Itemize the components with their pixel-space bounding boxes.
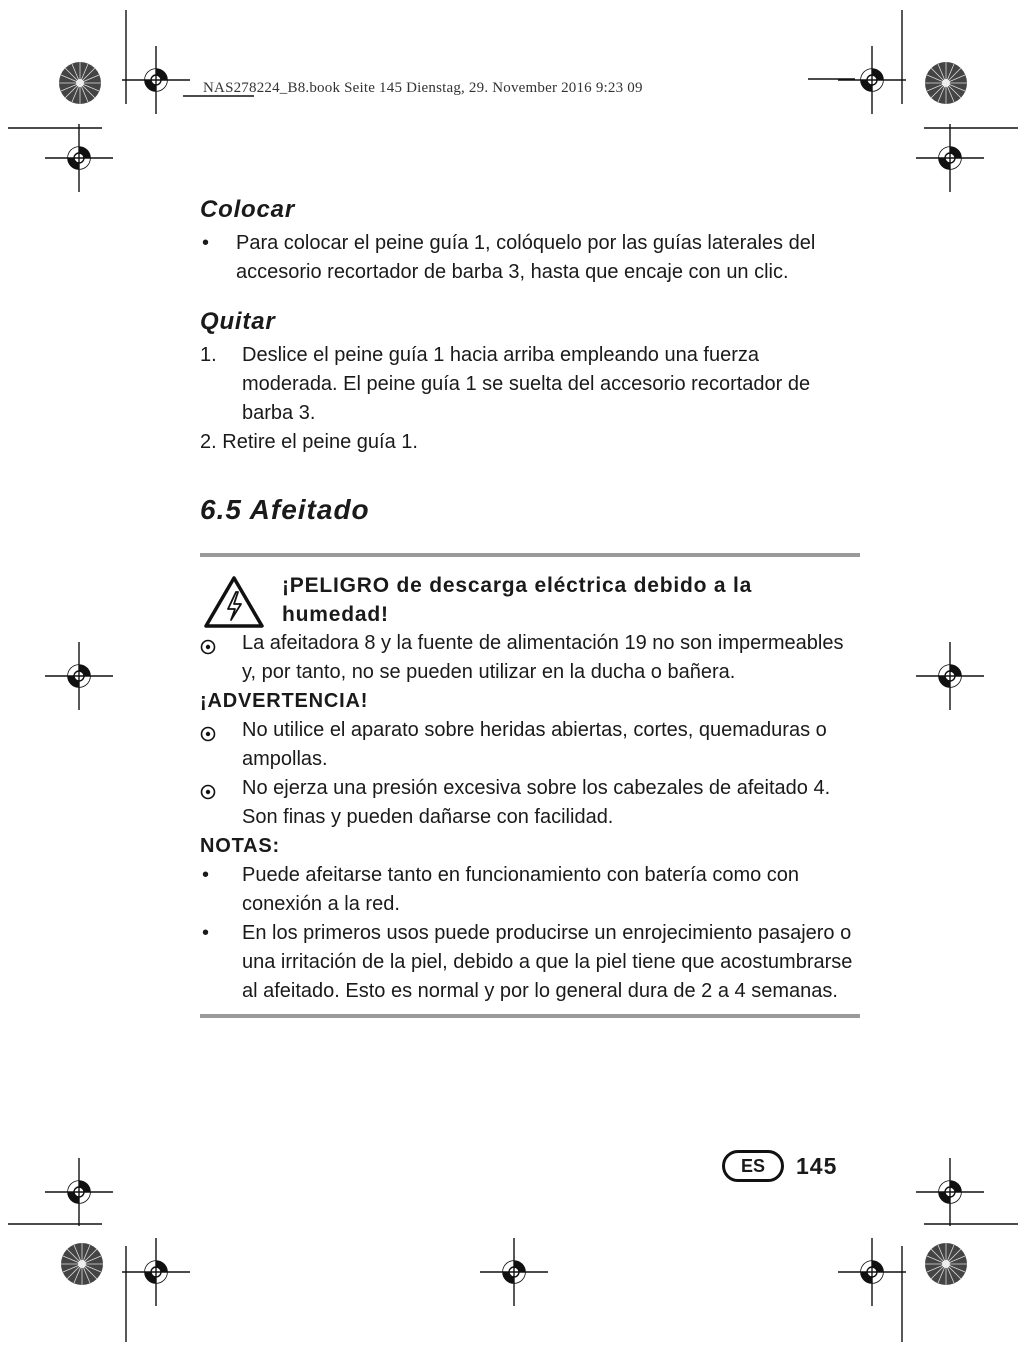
item-text: Puede afeitarse tanto en funcionamiento con batería como con conexión a la red. xyxy=(242,864,800,915)
divider xyxy=(200,553,860,557)
item-text: Retire el peine guía 1. xyxy=(222,431,418,453)
page-content xyxy=(200,195,860,1018)
circle-bullet-icon xyxy=(200,780,216,809)
list-item xyxy=(200,428,860,457)
item-text: Deslice el peine guía 1 hacia arriba empleando una fuerza moderada. El peine guía 1 se suelta del accesorio recortador de barba 3. xyxy=(242,344,811,424)
item-text: En los primeros usos puede producirse un enrojecimiento pasajero o una irritación de la piel, debido a que la piel tiene que acostumbrarse al afeitado. Esto es normal y por lo general dura de 2 a 4 semanas. xyxy=(242,922,853,1002)
item-text: La afeitadora 8 y la fuente de alimentación 19 no son impermeables y, por tanto, no se pueden utilizar en la ducha o bañera. xyxy=(242,632,844,683)
list-item xyxy=(200,861,860,919)
notes-label: NOTAS: xyxy=(200,835,280,857)
list-item xyxy=(200,341,860,428)
print-slug-line: NAS278224_B8.book Seite 145 Dienstag, 29. November 2016 9:23 09 xyxy=(203,80,643,96)
list-item xyxy=(200,774,860,832)
step-number: 1. xyxy=(200,344,217,366)
language-badge: ES xyxy=(722,1150,784,1182)
list-item xyxy=(200,629,860,687)
warning-label: ¡ADVERTENCIA! xyxy=(200,690,369,712)
circle-bullet-icon xyxy=(200,635,216,664)
circle-bullet-icon xyxy=(200,722,216,751)
divider xyxy=(200,1014,860,1018)
bullet-mark: • xyxy=(202,922,210,944)
page-number: 145 xyxy=(796,1152,838,1179)
heading-colocar: Colocar xyxy=(200,196,295,223)
heading-quitar: Quitar xyxy=(200,308,276,335)
page-footer xyxy=(722,1150,837,1182)
bullet-mark: • xyxy=(202,232,210,254)
item-text: No utilice el aparato sobre heridas abiertas, cortes, quemaduras o ampollas. xyxy=(242,719,827,770)
danger-title: ¡PELIGRO de descarga eléctrica debido a la humedad! xyxy=(282,574,753,626)
list-item xyxy=(200,229,860,287)
step-number: 2. xyxy=(200,431,217,453)
item-text: No ejerza una presión excesiva sobre los cabezales de afeitado 4. Son finas y pueden dañarse con facilidad. xyxy=(242,777,831,828)
electric-shock-warning-icon xyxy=(203,575,265,634)
list-item xyxy=(200,919,860,1006)
list-item xyxy=(200,716,860,774)
danger-notice xyxy=(200,571,860,629)
bullet-mark: • xyxy=(202,864,210,886)
heading-afeitado: 6.5 Afeitado xyxy=(200,494,370,525)
item-text: Para colocar el peine guía 1, colóquelo por las guías laterales del accesorio recortador de barba 3, hasta que encaje con un clic. xyxy=(236,232,816,283)
